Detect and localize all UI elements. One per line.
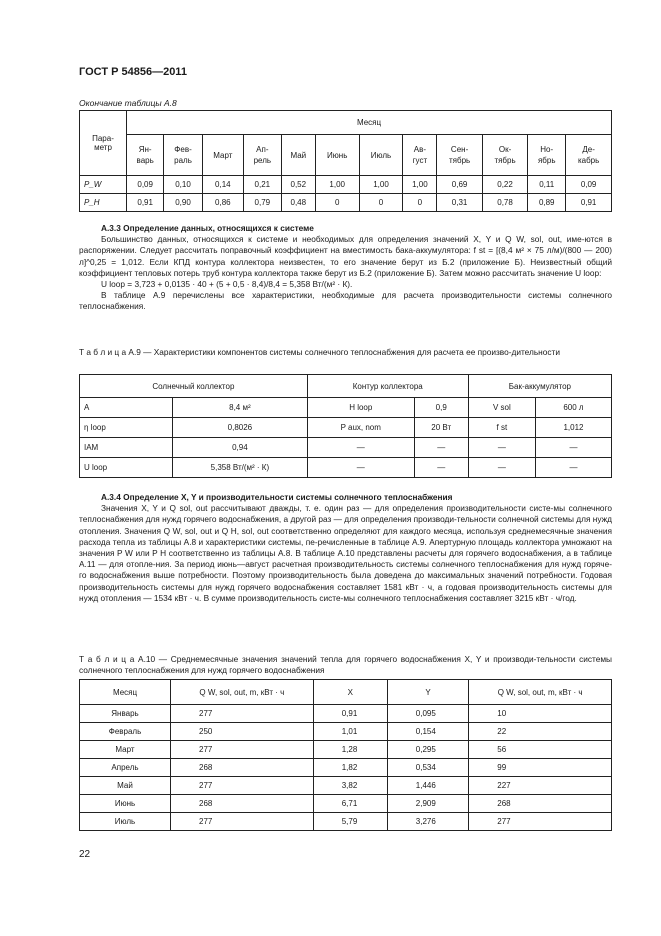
month-part: рель [253, 156, 272, 165]
value-cell: 0 [359, 194, 403, 212]
value-cell: 0,52 [281, 176, 315, 194]
data-cell: 0,154 [387, 723, 468, 741]
month-header-cell [403, 135, 437, 176]
month-part: тябрь [448, 156, 471, 165]
month-header-cell [127, 135, 164, 176]
char-cell: — [535, 458, 611, 478]
data-cell: 227 [469, 777, 612, 795]
value-cell: 1,00 [359, 176, 403, 194]
month-part: густ [412, 156, 428, 165]
month-part: Ян- [138, 145, 152, 154]
char-cell: — [468, 438, 535, 458]
group-collector: Солнечный коллектор [80, 375, 308, 398]
month-part: тябрь [494, 156, 516, 165]
value-cell: 0,10 [164, 176, 202, 194]
value-cell: 0,91 [127, 194, 164, 212]
month-header-cell [528, 135, 566, 176]
char-cell: V sol [468, 398, 535, 418]
data-cell: 6,71 [313, 795, 387, 813]
data-cell: Июнь [80, 795, 171, 813]
group-storage: Бак-аккумулятор [468, 375, 611, 398]
char-cell: U loop [80, 458, 173, 478]
char-cell: — [535, 438, 611, 458]
month-part: Март [213, 150, 233, 160]
month-header-cell [482, 135, 527, 176]
data-cell: 5,79 [313, 813, 387, 831]
section-a34 [79, 492, 612, 604]
month-header-cell [566, 135, 612, 176]
data-cell: Февраль [80, 723, 171, 741]
month-part: кабрь [577, 156, 600, 165]
value-cell: 0 [315, 194, 359, 212]
month-part: Сен- [450, 145, 469, 154]
section-a33-formula: U loop = 3,723 + 0,0135 · 40 + (5 + 0,5 · 8,4)/8,4 = 5,358 Вт/(м² · К). [101, 279, 353, 290]
month-part: Ап- [256, 145, 269, 154]
data-cell: Январь [80, 705, 171, 723]
month-part: Ав- [413, 145, 427, 154]
char-cell: 0,94 [173, 438, 308, 458]
value-cell: 0,78 [482, 194, 527, 212]
char-cell: — [307, 438, 414, 458]
char-cell: 20 Вт [414, 418, 468, 438]
value-cell: 0,89 [528, 194, 566, 212]
month-part: раль [174, 156, 192, 165]
char-cell: A [80, 398, 173, 418]
value-cell: 0,90 [164, 194, 202, 212]
char-cell: — [414, 438, 468, 458]
table-a10 [79, 679, 612, 831]
month-part: Но- [540, 145, 554, 154]
data-cell: 0,295 [387, 741, 468, 759]
char-cell: 600 л [535, 398, 611, 418]
param-cell: P_W [80, 176, 127, 194]
month-part: Май [290, 150, 307, 160]
data-cell: 0,095 [387, 705, 468, 723]
data-cell: 250 [171, 723, 314, 741]
value-cell: 0,22 [482, 176, 527, 194]
value-cell: 0,21 [243, 176, 281, 194]
month-header-cell [281, 135, 315, 176]
section-a33-p2: В таблице А.9 перечислены все характеристики, необходимые для расчета производительности системы солнечного теплоснабжения. [79, 290, 612, 312]
value-cell: 0,14 [202, 176, 243, 194]
data-cell: 277 [171, 705, 314, 723]
char-cell: H loop [307, 398, 414, 418]
table-a8-caption: Окончание таблицы А.8 [79, 98, 177, 108]
data-cell: 277 [171, 741, 314, 759]
char-cell: — [307, 458, 414, 478]
value-cell: 1,00 [315, 176, 359, 194]
section-a34-title: А.3.4 Определение X, Y и производительности системы солнечного теплоснабжения [101, 492, 453, 502]
data-cell: 268 [469, 795, 612, 813]
char-cell: — [468, 458, 535, 478]
month-header-cell [202, 135, 243, 176]
value-cell: 0,11 [528, 176, 566, 194]
char-cell: η loop [80, 418, 173, 438]
section-a33 [79, 223, 612, 313]
value-cell: 0,91 [566, 194, 612, 212]
month-part: Фев- [174, 145, 192, 154]
data-cell: 1,28 [313, 741, 387, 759]
data-cell: 277 [171, 813, 314, 831]
char-cell: 5,358 Вт/(м² · К) [173, 458, 308, 478]
month-header: Месяц [127, 111, 612, 135]
standard-header: ГОСТ Р 54856—2011 [79, 66, 187, 78]
group-loop: Контур коллектора [307, 375, 468, 398]
value-cell: 0,09 [127, 176, 164, 194]
month-part: ябрь [537, 156, 556, 165]
data-cell: 22 [469, 723, 612, 741]
char-cell: 0,9 [414, 398, 468, 418]
data-cell: Июль [80, 813, 171, 831]
char-cell: 1,012 [535, 418, 611, 438]
section-a33-title: А.3.3 Определение данных, относящихся к системе [101, 223, 314, 233]
month-part: Июль [370, 150, 392, 160]
data-cell: 1,82 [313, 759, 387, 777]
value-cell: 0 [403, 194, 437, 212]
section-a34-p1: Значения X, Y и Q sol, out рассчитывают дважды, т. е. один раз — для определения производительности систе-мы солнечного теплоснабжения для нужд горячего водоснабжения, а другой раз — для определения производи-тельности солнечной системы для нужд отопления. Значения Q W, sol, out и Q H, sol, out соответственно определяют для каждого месяца, используя среднемесячные значения расхода тепла из таблицы А.8 и характеристики системы, пе-речисленные в таблице А.9. Апертурную площадь коллектора умножают на значения P W или P H соответственно из таблицы А.8. В таблице А.10 представлены расчеты для горячего водоснабжения, а в таблице А.11 — для отопле-ния. За период июнь—август расчетная производительность системы солнечного теплоснабжения для нужд горяче-го водоснабжения выше потребности. Поэтому производительность была доведена до максимальных значений потребности. Годовая производительность системы для нужд горячего водоснабжения составляет 1581 кВт · ч, а годовая производительность системы для нужд отопления — 1534 кВт · ч. В сумме производительность систе-мы солнечного теплоснабжения составляет 3215 кВт · ч/год. [79, 503, 612, 603]
data-cell: 56 [469, 741, 612, 759]
month-header-cell [164, 135, 202, 176]
data-cell: 277 [469, 813, 612, 831]
char-cell: IAM [80, 438, 173, 458]
header-cell: Месяц [80, 680, 171, 705]
month-header-cell [243, 135, 281, 176]
value-cell: 0,79 [243, 194, 281, 212]
data-cell: Май [80, 777, 171, 795]
data-cell: 277 [171, 777, 314, 795]
data-cell: 3,82 [313, 777, 387, 795]
data-cell: 268 [171, 759, 314, 777]
data-cell: 1,446 [387, 777, 468, 795]
value-cell: 0,86 [202, 194, 243, 212]
month-header-cell [359, 135, 403, 176]
data-cell: 2,909 [387, 795, 468, 813]
value-cell: 0,09 [566, 176, 612, 194]
char-cell: — [414, 458, 468, 478]
value-cell: 0,31 [437, 194, 482, 212]
table-a9-caption: Т а б л и ц а А.9 — Характеристики компонентов системы солнечного теплоснабжения для расчета ее произво-дительности [79, 347, 560, 357]
header-cell: Y [387, 680, 468, 705]
section-a33-p1: Большинство данных, относящихся к системе и необходимых для определения значений X, Y и Q W, sol, out, име-ются в распоряжении. Следует рассчитать поправочный коэффициент на вместимость бака-аккумулятора: f st = [(8,4 м² × 75 л/м)/(800 — 200) л]^0,25 = 1,012. Если КПД контура коллектора неизвестен, то его значение берут из Б.2 (приложение Б). Неизвестный общий коэффициент тепловых потерь труб контура коллектора также берут из Б.2 (приложение Б). Затем можно рассчитать значение U loop: [79, 234, 612, 278]
month-part: варь [136, 156, 154, 165]
data-cell: 1,01 [313, 723, 387, 741]
header-cell: Q W, sol, out, m, кВт · ч [171, 680, 314, 705]
data-cell: 99 [469, 759, 612, 777]
char-cell: f st [468, 418, 535, 438]
data-cell: 0,91 [313, 705, 387, 723]
param-header: Пара- метр [80, 111, 127, 176]
data-cell: 0,534 [387, 759, 468, 777]
table-a9 [79, 374, 612, 478]
month-part: Июнь [327, 150, 348, 160]
data-cell: 3,276 [387, 813, 468, 831]
month-header-cell [437, 135, 482, 176]
month-part: Де- [582, 145, 595, 154]
char-cell: 8,4 м² [173, 398, 308, 418]
table-a10-caption: Т а б л и ц а А.10 — Среднемесячные значения значений тепла для горячего водоснабжения X, Y и производи-тельности системы солнечного теплоснабжения для нужд горячего водоснабжения [79, 654, 612, 675]
month-part: Ок- [498, 145, 512, 154]
table-a8 [79, 110, 612, 212]
page-number: 22 [79, 849, 91, 860]
month-header-cell [315, 135, 359, 176]
value-cell: 0,48 [281, 194, 315, 212]
header-cell: X [313, 680, 387, 705]
data-cell: 268 [171, 795, 314, 813]
data-cell: 10 [469, 705, 612, 723]
value-cell: 0,69 [437, 176, 482, 194]
param-cell: P_H [80, 194, 127, 212]
data-cell: Март [80, 741, 171, 759]
value-cell: 1,00 [403, 176, 437, 194]
char-cell: 0,8026 [173, 418, 308, 438]
char-cell: P aux, nom [307, 418, 414, 438]
data-cell: Апрель [80, 759, 171, 777]
header-cell: Q W, sol, out, m, кВт · ч [469, 680, 612, 705]
